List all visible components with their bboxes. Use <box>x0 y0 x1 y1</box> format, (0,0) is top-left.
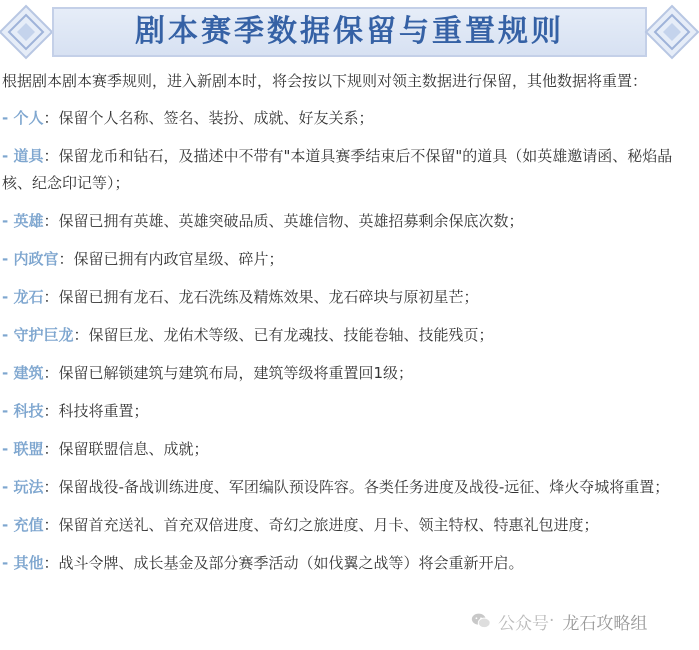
rule-text: 保留已拥有龙石、龙石洗练及精炼效果、龙石碎块与原初星芒； <box>58 288 479 306</box>
rules-content <box>2 68 678 588</box>
title-banner <box>0 0 699 66</box>
rule-text: 保留首充送礼、首充双倍进度、奇幻之旅进度、月卡、领主特权、特惠礼包进度； <box>58 516 599 534</box>
rule-label: - 英雄 <box>2 212 44 230</box>
rule-item: - 内政官：保留已拥有内政官星级、碎片； <box>2 250 284 268</box>
rule-item: - 其他：战斗令牌、成长基金及部分赛季活动（如伐翼之战等）将会重新开启。 <box>2 554 524 572</box>
rule-item: - 充值：保留首充送礼、首充双倍进度、奇幻之旅进度、月卡、领主特权、特惠礼包进度； <box>2 516 599 534</box>
diamond-ornament-icon <box>642 2 699 62</box>
rule-label: - 充值 <box>2 516 44 534</box>
rule-text: 保留战役-备战训练进度、军团编队预设阵容。各类任务进度及战役-远征、烽火夺城将重置； <box>58 478 670 496</box>
rule-text: 战斗令牌、成长基金及部分赛季活动（如伐翼之战等）将会重新开启。 <box>58 554 524 572</box>
diamond-ornament-icon <box>0 2 56 62</box>
rule-item: - 英雄：保留已拥有英雄、英雄突破品质、英雄信物、英雄招募剩余保底次数； <box>2 212 524 230</box>
rule-text: 保留联盟信息、成就； <box>58 440 209 458</box>
rule-text: 保留巨龙、龙佑术等级、已有龙魂技、技能卷轴、技能残页； <box>88 326 494 344</box>
rule-text: 保留龙币和钻石，及描述中不带有"本道具赛季结束后不保留"的道具（如英雄邀请函、秘焰晶核、纪念印记等）； <box>2 147 673 192</box>
rule-item: - 个人：保留个人名称、签名、装扮、成就、好友关系； <box>2 109 374 127</box>
watermark-account-name: 龙石攻略组 <box>562 613 648 634</box>
account-watermark <box>470 606 647 636</box>
rule-label: - 个人 <box>2 109 44 127</box>
rule-label: - 联盟 <box>2 440 44 458</box>
wechat-icon <box>470 610 492 632</box>
rule-item: - 科技：科技将重置； <box>2 402 149 420</box>
watermark-separator: · <box>549 611 555 631</box>
rule-item: - 玩法：保留战役-备战训练进度、军团编队预设阵容。各类任务进度及战役-远征、烽火夺城将重置； <box>2 478 670 496</box>
rule-text: 保留个人名称、签名、装扮、成就、好友关系； <box>58 109 374 127</box>
rule-item: - 道具：保留龙币和钻石，及描述中不带有"本道具赛季结束后不保留"的道具（如英雄邀请函、秘焰晶核、纪念印记等）； <box>2 147 673 192</box>
watermark-prefix: 公众号 <box>498 613 549 634</box>
rule-label: - 建筑 <box>2 364 44 382</box>
page-title: 剧本赛季数据保留与重置规则 <box>135 14 564 49</box>
rule-label: - 守护巨龙 <box>2 326 74 344</box>
rule-label: - 内政官 <box>2 250 59 268</box>
rule-label: - 玩法 <box>2 478 44 496</box>
rule-text: 保留已拥有内政官星级、碎片； <box>73 250 284 268</box>
rule-label: - 其他 <box>2 554 44 572</box>
rule-text: 保留已拥有英雄、英雄突破品质、英雄信物、英雄招募剩余保底次数； <box>58 212 524 230</box>
intro-paragraph: 根据剧本剧本赛季规则，进入新剧本时，将会按以下规则对领主数据进行保留，其他数据将重置： <box>2 72 648 90</box>
rule-item: - 联盟：保留联盟信息、成就； <box>2 440 209 458</box>
rule-label: - 科技 <box>2 402 44 420</box>
rule-label: - 龙石 <box>2 288 44 306</box>
rule-item: - 守护巨龙：保留巨龙、龙佑术等级、已有龙魂技、技能卷轴、技能残页； <box>2 326 494 344</box>
rule-text: 科技将重置； <box>58 402 149 420</box>
rule-item: - 建筑：保留已解锁建筑与建筑布局，建筑等级将重置回1级； <box>2 364 414 382</box>
rule-text: 保留已解锁建筑与建筑布局，建筑等级将重置回1级； <box>58 364 414 382</box>
rule-label: - 道具 <box>2 147 44 165</box>
rule-item: - 龙石：保留已拥有龙石、龙石洗练及精炼效果、龙石碎块与原初星芒； <box>2 288 479 306</box>
